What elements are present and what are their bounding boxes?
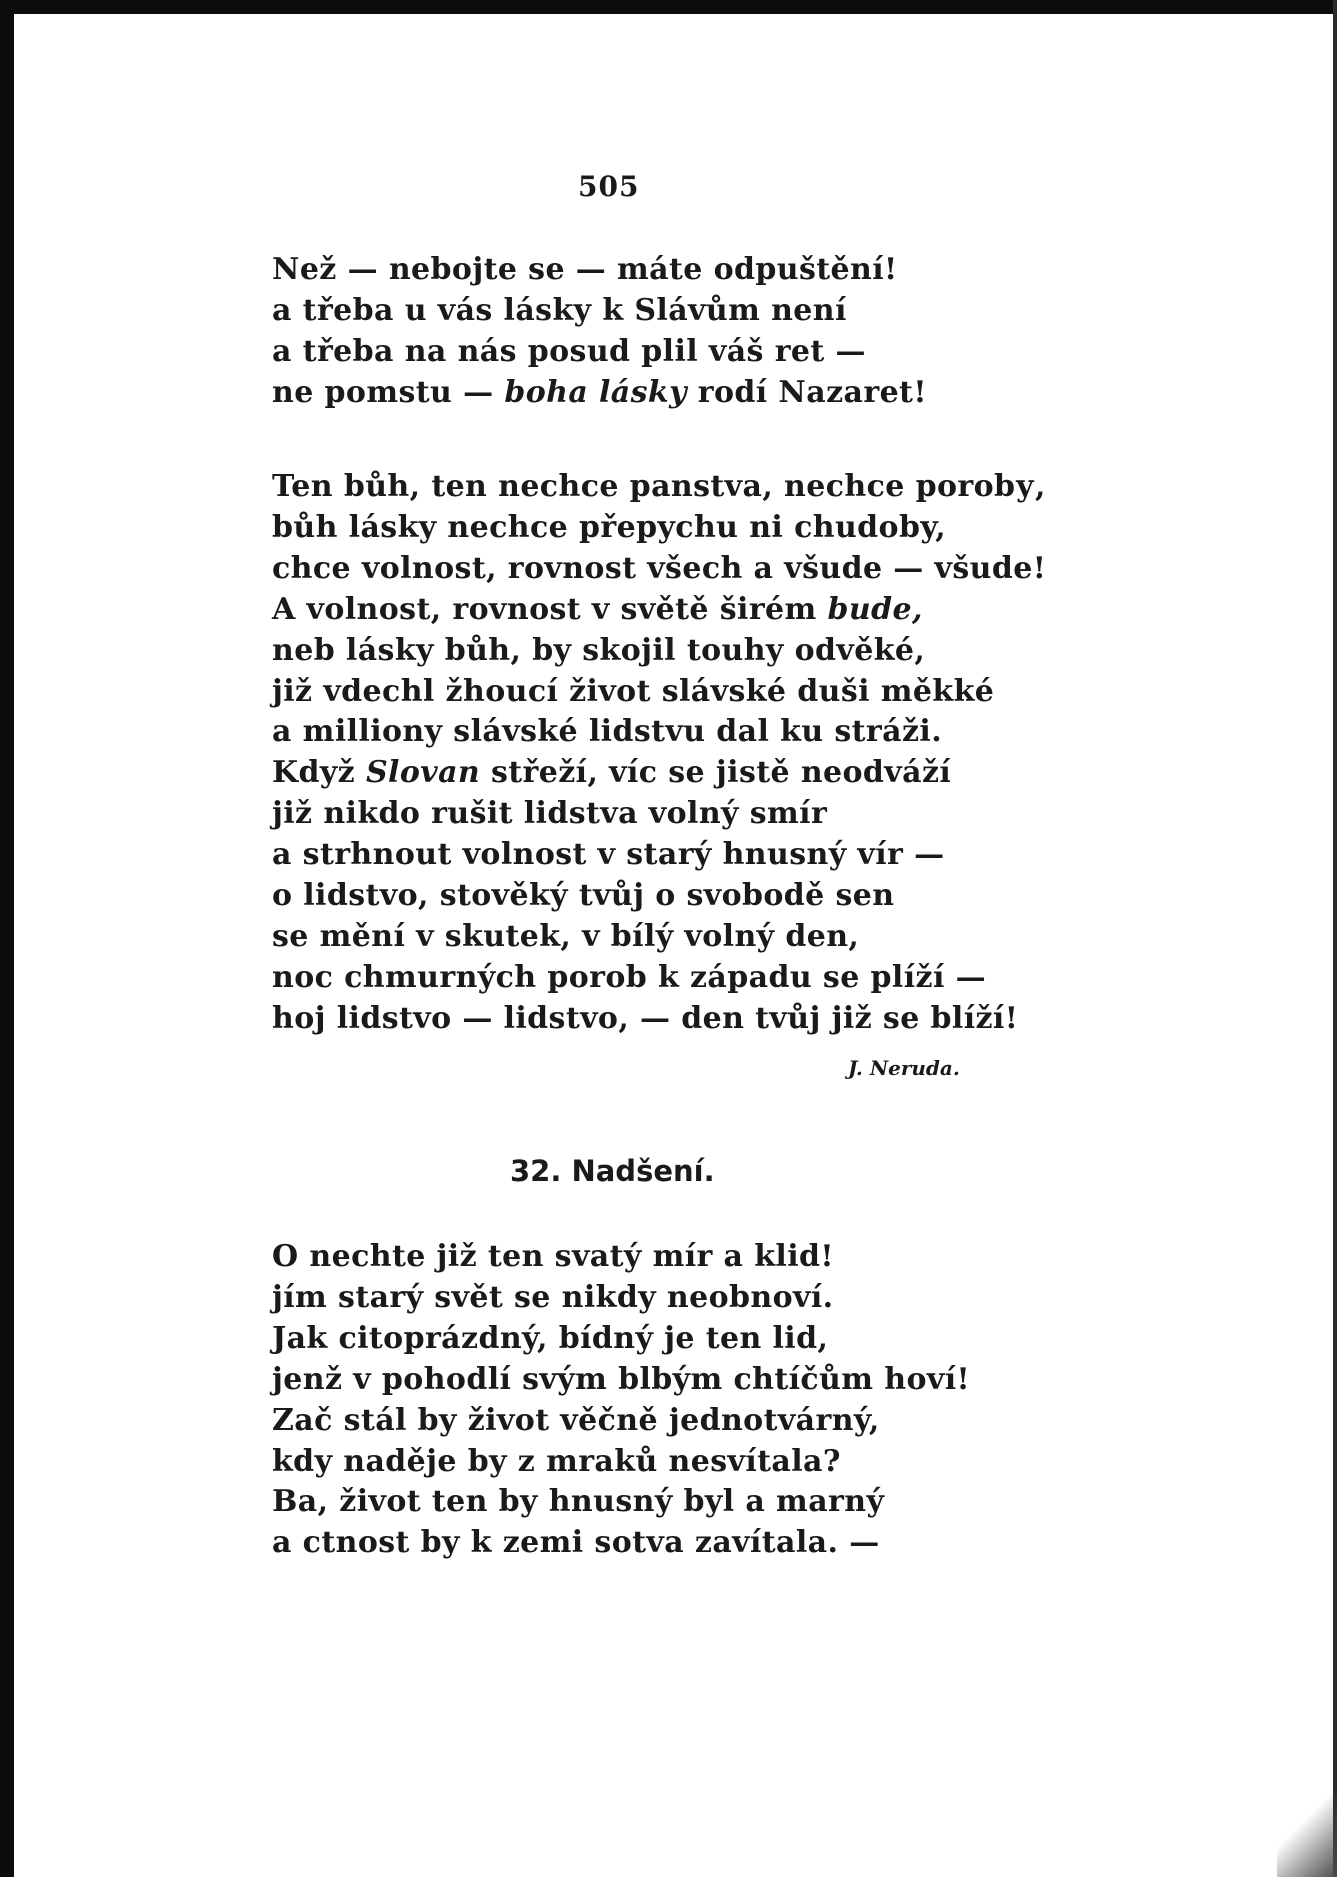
poem-line-emphasis: boha lásky	[504, 374, 687, 410]
poem-line: hoj lidstvo — lidstvo, — den tvůj již se blíží!	[272, 1000, 1019, 1036]
poem-line: neb lásky bůh, by skojil touhy odvěké,	[272, 632, 926, 668]
scan-border-right	[1333, 0, 1337, 1877]
poem-line: se mění v skutek, v bílý volný den,	[272, 918, 860, 954]
poem-line: Ten bůh, ten nechce panstva, nechce porobу,	[272, 469, 1046, 504]
section-heading: 32. Nadšení.	[510, 1154, 715, 1188]
poem-line: a ctnost by k zemi sotva zavítala. —	[272, 1525, 880, 1561]
poem-line-part: Když	[272, 755, 366, 791]
poem-line-part: A volnost, rovnost v světě širém	[272, 591, 828, 627]
poem-line: Jak citoprázdný, bídný je ten lid,	[272, 1320, 829, 1356]
poem-line: jenž v pohodlí svým blbým chtíčům hoví!	[272, 1361, 971, 1397]
poem-line: Zač stál by život věčně jednotvárný,	[272, 1402, 880, 1438]
poem-line: kdy naděje by z mraků nesvítala?	[272, 1443, 841, 1479]
poem1-stanza1	[272, 250, 927, 414]
poem-line: noc chmurných porob k západu se plíží —	[272, 959, 986, 995]
poem-line: o lidstvo, stověký tvůj o svobodě sen	[272, 878, 895, 914]
poem-line-part: ne pomstu —	[272, 374, 505, 410]
poem-line-mixed	[272, 373, 927, 414]
poem-line-part: rodí Nazaret!	[686, 374, 927, 410]
poem2-stanza1	[272, 1237, 970, 1564]
poem-line-part: střeží, víc se jistě neodváží	[480, 755, 952, 791]
scan-border-top	[0, 0, 1337, 14]
poem1-stanza2	[272, 467, 1046, 1040]
poem-line: bůh lásky nechce přepychu ni chudoby,	[272, 509, 947, 545]
poem-line: a milliony slávské lidstvu dal ku stráži.	[272, 714, 943, 750]
poem-line: jím starý svět se nikdy neobnoví.	[272, 1279, 834, 1315]
scan-shadow-corner	[1277, 1787, 1337, 1877]
poem-line: chce volnost, rovnost všech a všude — všude!	[272, 550, 1047, 586]
poem-line: již vdechl žhoucí život slávské duši měkké	[272, 673, 995, 709]
poem-line: a strhnout volnost v starý hnusný vír —	[272, 837, 945, 873]
poem-line-emphasis: Slovan	[365, 755, 481, 791]
poem-line: a třeba na nás posud plil váš ret —	[272, 333, 866, 369]
poem-line-emphasis: bude,	[827, 591, 923, 627]
poem-line: Než — nebojte se — máte odpuštění!	[272, 252, 898, 287]
poem-line: Ba, život ten by hnusný byl a marný	[272, 1484, 885, 1520]
scan-border-left	[0, 0, 14, 1877]
page-number: 505	[578, 170, 640, 203]
poem-line: O nechte již ten svatý mír a klid!	[272, 1239, 834, 1274]
poem-line-mixed	[272, 753, 1046, 794]
poem-line: již nikdo rušit lidstva volný smír	[272, 796, 828, 832]
poem-line: a třeba u vás lásky k Slávům není	[272, 292, 847, 328]
poem-line-mixed	[272, 590, 1046, 631]
author-signature: J. Neruda.	[848, 1056, 960, 1080]
